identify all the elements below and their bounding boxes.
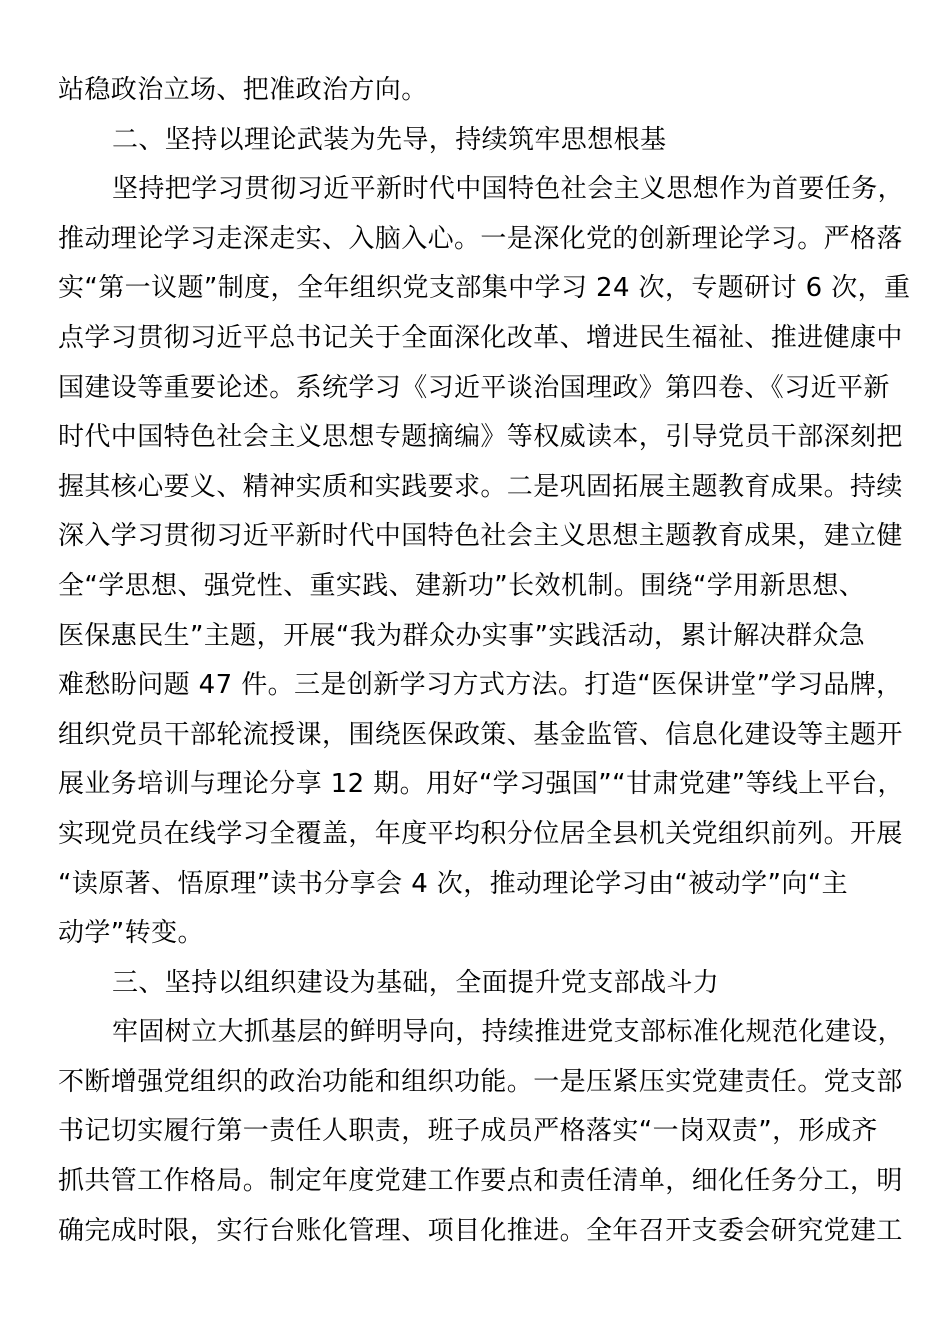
- body-line: 医保惠民生”主题，开展“我为群众办实事”实践活动，累计解决群众急: [58, 620, 866, 651]
- body-line: 难愁盼问题 47 件。三是创新学习方式方法。打造“医保讲堂”学习品牌，: [58, 670, 903, 701]
- body-line: 坚持把学习贯彻习近平新时代中国特色社会主义思想作为首要任务，: [112, 174, 905, 205]
- body-line: 组织党员干部轮流授课，围绕医保政策、基金监管、信息化建设等主题开: [58, 719, 903, 750]
- section-heading-3: 三、坚持以组织建设为基础，全面提升党支部战斗力: [112, 967, 720, 998]
- body-line: 抓共管工作格局。制定年度党建工作要点和责任清单，细化任务分工，明: [58, 1166, 903, 1197]
- body-line: 国建设等重要论述。系统学习《习近平谈治国理政》第四卷、《习近平新: [58, 372, 890, 403]
- body-line: 推动理论学习走深走实、入脑入心。一是深化党的创新理论学习。严格落: [58, 223, 903, 254]
- body-line: 握其核心要义、精神实质和实践要求。二是巩固拓展主题教育成果。持续: [58, 471, 903, 502]
- body-line: 确完成时限，实行台账化管理、项目化推进。全年召开支委会研究党建工: [58, 1215, 903, 1246]
- body-line: 牢固树立大抓基层的鲜明导向，持续推进党支部标准化规范化建设，: [112, 1017, 905, 1048]
- body-line: 站稳政治立场、把准政治方向。: [58, 75, 428, 105]
- body-line: 全“学思想、强党性、重实践、建新功”长效机制。围绕“学用新思想、: [58, 570, 866, 601]
- body-line: 深入学习贯彻习近平新时代中国特色社会主义思想主题教育成果，建立健: [58, 521, 903, 552]
- body-line: 不断增强党组织的政治功能和组织功能。一是压紧压实党建责任。党支部: [58, 1066, 903, 1097]
- body-line: 书记切实履行第一责任人职责，班子成员严格落实“一岗双责”，形成齐: [58, 1116, 878, 1147]
- document-page: [58, 66, 911, 1256]
- body-line: 点学习贯彻习近平总书记关于全面深化改革、增进民生福祉、推进健康中: [58, 322, 903, 353]
- body-line: 时代中国特色社会主义思想专题摘编》等权威读本，引导党员干部深刻把: [58, 422, 903, 453]
- body-line: “读原著、悟原理”读书分享会 4 次，推动理论学习由“被动学”向“主: [58, 868, 849, 899]
- body-line: 动学”转变。: [58, 918, 204, 949]
- body-line: 实现党员在线学习全覆盖，年度平均积分位居全县机关党组织前列。开展: [58, 818, 903, 849]
- body-line: 展业务培训与理论分享 12 期。用好“学习强国”“甘肃党建”等线上平台，: [58, 769, 904, 800]
- section-heading-2: 二、坚持以理论武装为先导，持续筑牢思想根基: [112, 124, 667, 155]
- body-line: 实“第一议题”制度，全年组织党支部集中学习 24 次，专题研讨 6 次，重: [58, 273, 911, 304]
